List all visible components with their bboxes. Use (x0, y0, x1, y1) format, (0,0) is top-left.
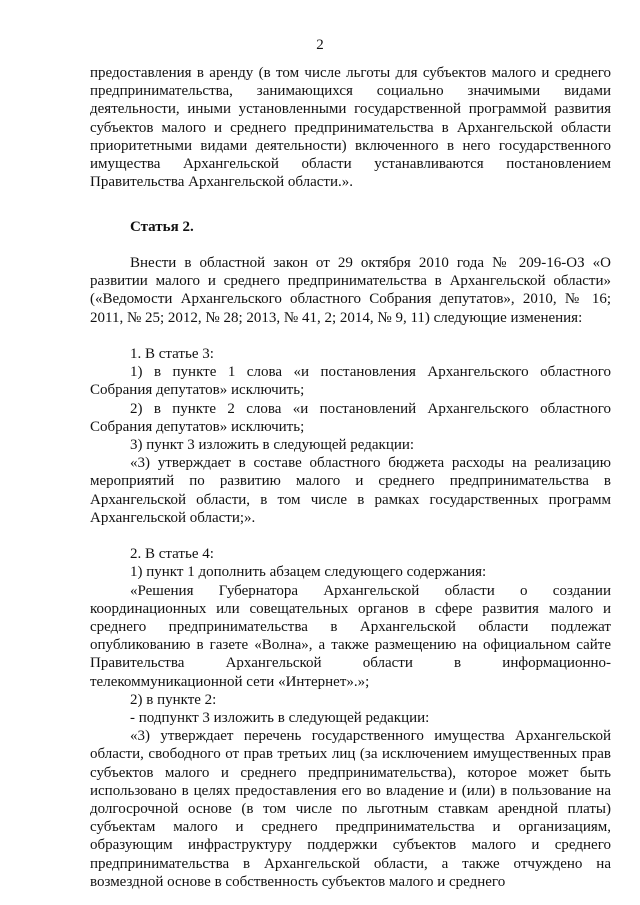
paragraph-quote-list: «3) утверждает перечень государственного имущества Архангельской области, свободного от прав третьих лиц (за исключением имущественных прав субъектов малого и среднего предпринимательства), которое может быть использовано в целях предоставления его во владение и (или) в пользование на долгосрочной основе (в том числе по льготным ставкам арендной платы) субъектам малого и среднего предпринимательства и организациям, образующим инфраструктуру поддержки субъектов малого и среднего предпринимательства в Архангельской области, а также отчуждено на возмездной основе в собственность субъектов малого и среднего (90, 728, 611, 890)
paragraph-continuation: предоставления в аренду (в том числе льготы для субъектов малого и среднего предпринимательства, занимающихся социально значимыми видами деятельности, иными установленными государственной программой развития субъектов малого и среднего предпринимательства в Архангельской области приоритетными видами деятельности) включенного в него государственного имущества Архангельской области устанавливаются постановлением Правительства Архангельской области.». (90, 65, 611, 191)
paragraph-article-4: 2. В статье 4: (130, 546, 214, 563)
paragraph-item-2: 2) в пункте 2 слова «и постановлений Архангельского областного Собрания депутатов» исключить; (90, 400, 611, 435)
spacer (90, 191, 611, 209)
paragraph-quote-3: «3) утверждает в составе областного бюджета расходы на реализацию мероприятий по развитию малого и среднего предпринимательства в Архангельской области, в том числе в рамках государственных программ Архангельской области;». (90, 455, 611, 526)
paragraph-item-1: 1) в пункте 1 слова «и постановления Архангельского областного Собрания депутатов» исключить; (90, 364, 611, 399)
document-body (90, 64, 611, 891)
spacer (90, 527, 611, 545)
paragraph-subitem-3: - подпункт 3 изложить в следующей редакции: (130, 710, 430, 727)
spacer (90, 327, 611, 345)
spacer (90, 236, 611, 254)
paragraph-quote-decisions: «Решения Губернатора Архангельской области о создании координационных или совещательных органов в сфере развития малого и среднего предпринимательства в Архангельской области подлежат опубликованию в газете «Волна», а также размещению на официальном сайте Правительства Архангельской области в информационно-телекоммуникационной сети «Интернет».»; (90, 582, 611, 690)
article-heading: Статья 2. (130, 218, 194, 235)
paragraph-item-3: 3) пункт 3 изложить в следующей редакции: (130, 437, 415, 454)
paragraph-amendment-intro: Внести в областной закон от 29 октября 2010 года № 209-16-ОЗ «О развитии малого и среднего предпринимательства в Архангельской области» («Ведомости Архангельского областного Собрания депутатов», 2010, № 16; 2011, № 25; 2012, № 28; 2013, № 41, 2; 2014, № 9, 11) следующие изменения: (90, 255, 611, 326)
spacer (90, 210, 611, 218)
page-number: 2 (316, 37, 324, 53)
paragraph-item-2-article-4: 2) в пункте 2: (130, 691, 217, 708)
paragraph-item-1-article-4: 1) пункт 1 дополнить абзацем следующего содержания: (130, 564, 487, 581)
paragraph-article-3: 1. В статье 3: (130, 346, 214, 362)
